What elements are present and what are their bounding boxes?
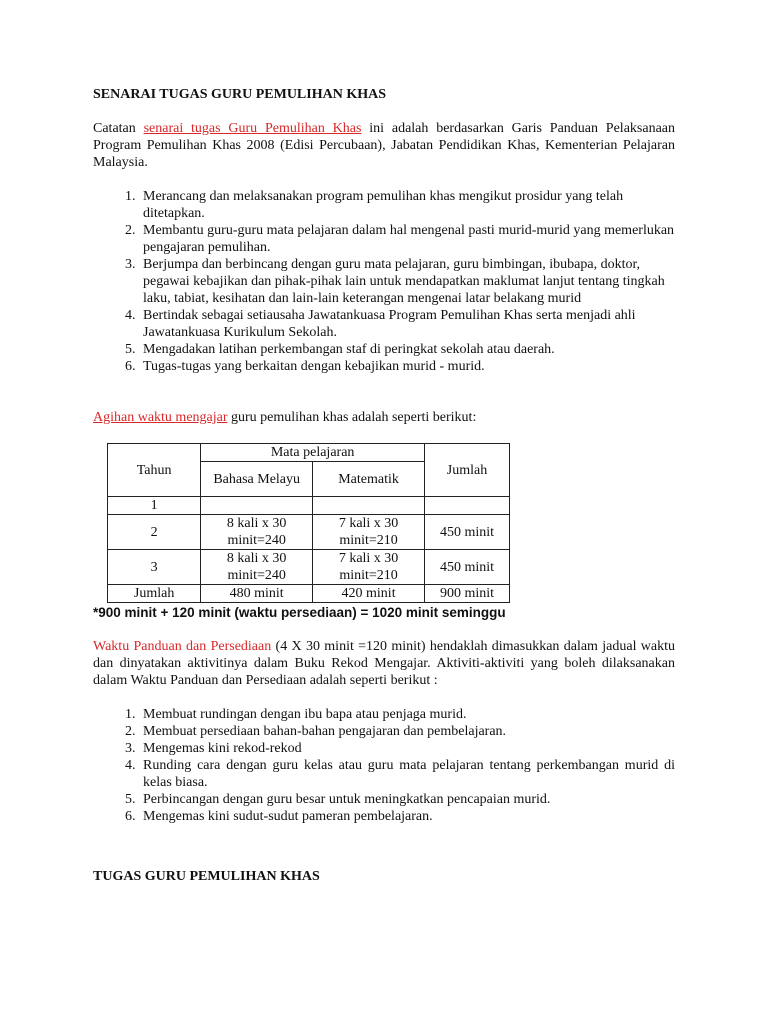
intro-prefix: Catatan <box>93 121 144 136</box>
cell-tahun: Jumlah <box>108 585 201 603</box>
intro-paragraph <box>93 120 675 171</box>
list-item: 6. Tugas-tugas yang berkaitan dengan kebajikan murid - murid. <box>139 358 675 375</box>
cell-mt: 7 kali x 30 minit=210 <box>313 550 425 585</box>
cell-tahun: 1 <box>108 497 201 515</box>
list-item: 3. Mengemas kini rekod-rekod <box>139 740 675 757</box>
header-bahasa-melayu: Bahasa Melayu <box>201 462 313 497</box>
cell-bm: 8 kali x 30 minit=240 <box>201 515 313 550</box>
list-item: 1. Merancang dan melaksanakan program pemulihan khas mengikut prosidur yang telah ditetapkan. <box>139 188 675 222</box>
list-item: 1. Membuat rundingan dengan ibu bapa atau penjaga murid. <box>139 706 675 723</box>
list-item: 5. Mengadakan latihan perkembangan staf di peringkat sekolah atau daerah. <box>139 341 675 358</box>
cell-jumlah <box>425 497 510 515</box>
cell-mt: 420 minit <box>313 585 425 603</box>
minutes-note: *900 minit + 120 minit (waktu persediaan) = 1020 minit seminggu <box>93 605 506 620</box>
link-agihan-waktu[interactable]: Agihan waktu mengajar <box>93 410 228 425</box>
link-senarai-tugas[interactable]: senarai tugas Guru Pemulihan Khas <box>143 121 362 136</box>
cell-mt <box>313 497 425 515</box>
cell-jumlah: 450 minit <box>425 550 510 585</box>
cell-mt: 7 kali x 30 minit=210 <box>313 515 425 550</box>
timetable-table <box>107 443 510 603</box>
cell-tahun: 2 <box>108 515 201 550</box>
table-row <box>108 550 510 585</box>
agihan-suffix: guru pemulihan khas adalah seperti berikut: <box>227 410 477 425</box>
table-row <box>108 515 510 550</box>
header-matematik: Matematik <box>313 462 425 497</box>
waktu-panduan-label: Waktu Panduan dan Persediaan <box>93 639 272 654</box>
list-item: 6. Mengemas kini sudut-sudut pameran pembelajaran. <box>139 808 675 825</box>
list-item: 2. Membuat persediaan bahan-bahan pengajaran dan pembelajaran. <box>139 723 675 740</box>
list-item: 2. Membantu guru-guru mata pelajaran dalam hal mengenal pasti murid-murid yang memerlukan pengajaran pemulihan. <box>139 222 675 256</box>
list-item: 4. Bertindak sebagai setiausaha Jawatankuasa Program Pemulihan Khas serta menjadi ahli Jawatankuasa Kurikulum Sekolah. <box>139 307 675 341</box>
intro-suffix: ini adalah berdasarkan Garis Panduan Pelaksanaan Program Pemulihan Khas 2008 (Edisi Percubaan), Jabatan Pendidikan Khas, Kementerian Pelajaran Malaysia. <box>93 121 675 170</box>
cell-bm <box>201 497 313 515</box>
header-jumlah: Jumlah <box>425 444 510 497</box>
waktu-rest: (4 X 30 minit =120 minit) hendaklah dimasukkan dalam jadual waktu dan dinyatakan aktivitinya dalam Buku Rekod Mengajar. Aktiviti-aktiviti yang boleh dilaksanakan dalam Waktu Panduan dan Persediaan adalah seperti berikut : <box>93 639 676 688</box>
cell-bm: 8 kali x 30 minit=240 <box>201 550 313 585</box>
heading-tugas-guru: TUGAS GURU PEMULIHAN KHAS <box>93 869 320 884</box>
header-tahun: Tahun <box>108 444 201 497</box>
cell-jumlah: 450 minit <box>425 515 510 550</box>
cell-bm: 480 minit <box>201 585 313 603</box>
cell-jumlah: 900 minit <box>425 585 510 603</box>
list-item: 5. Perbincangan dengan guru besar untuk meningkatkan pencapaian murid. <box>139 791 675 808</box>
waktu-paragraph <box>93 638 675 689</box>
heading-senarai-tugas: SENARAI TUGAS GURU PEMULIHAN KHAS <box>93 87 387 102</box>
table-row <box>108 497 510 515</box>
activities-list <box>93 706 675 825</box>
agihan-paragraph <box>93 409 675 426</box>
list-item: 3. Berjumpa dan berbincang dengan guru mata pelajaran, guru bimbingan, ibubapa, doktor, pegawai kebajikan dan pihak-pihak lain untuk mendapatkan maklumat lanjut tentang tingkah laku, tabiat, kesihatan dan lain-lain keterangan mengenai latar belakang murid <box>139 256 675 307</box>
duties-list <box>93 188 675 375</box>
table-header-row <box>108 444 510 462</box>
header-mata-pelajaran: Mata pelajaran <box>201 444 425 462</box>
cell-tahun: 3 <box>108 550 201 585</box>
table-total-row <box>108 585 510 603</box>
document-page <box>93 86 675 885</box>
list-item: 4. Runding cara dengan guru kelas atau guru mata pelajaran tentang perkembangan murid di kelas biasa. <box>139 757 675 791</box>
